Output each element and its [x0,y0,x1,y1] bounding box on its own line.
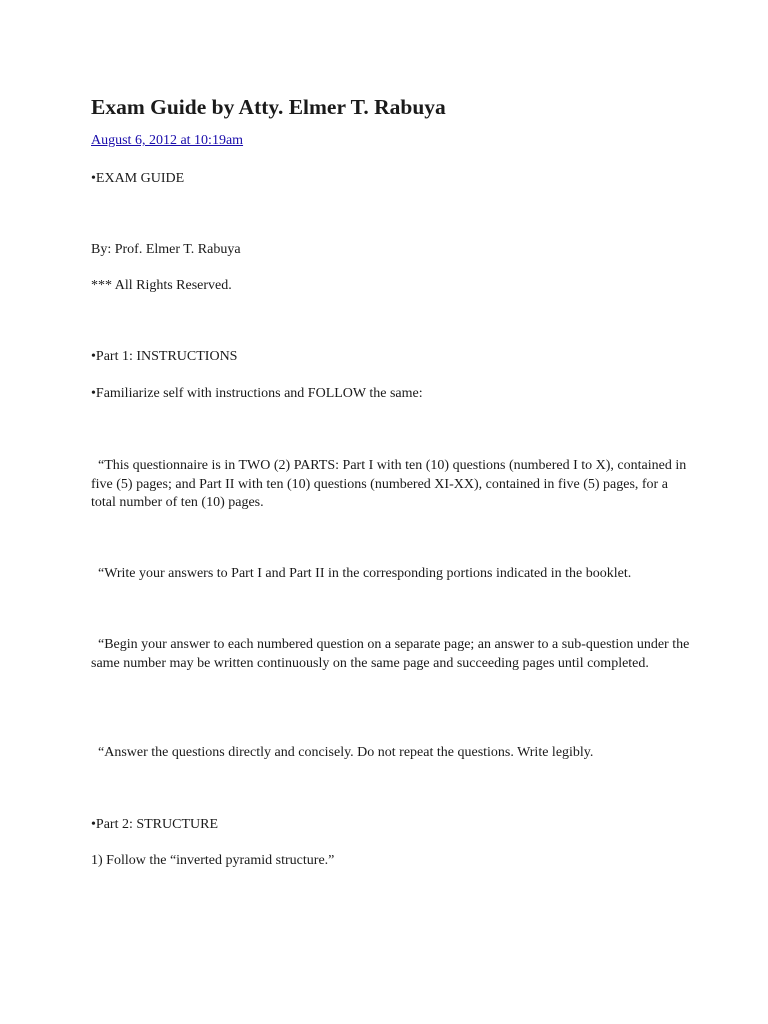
part1-heading: •Part 1: INSTRUCTIONS [91,349,238,364]
instruction-paragraph-2: “Write your answers to Part I and Part II in the corresponding portions indicated in the booklet. [91,566,632,581]
part1-intro: •Familiarize self with instructions and FOLLOW the same: [91,386,423,401]
instruction-paragraph-1: “This questionnaire is in TWO (2) PARTS: Part I with ten (10) questions (numbered I to X), contained in five (5) pages; and Part II with ten (10) questions (numbered XI-XX), contained in five (5) pages, for a total number of ten (10) pages. [91,458,690,510]
rights-notice: *** All Rights Reserved. [91,278,232,293]
post-date-link[interactable]: August 6, 2012 at 10:19am [91,133,244,148]
structure-item-1: 1) Follow the “inverted pyramid structure.” [91,853,335,868]
instruction-paragraph-3: “Begin your answer to each numbered question on a separate page; an answer to a sub-question under the same number may be written continuously on the same page and succeeding pages until completed. [91,637,693,671]
exam-guide-heading: •EXAM GUIDE [91,171,185,186]
instruction-paragraph-4: “Answer the questions directly and concisely. Do not repeat the questions. Write legibly. [91,745,594,760]
byline: By: Prof. Elmer T. Rabuya [91,242,241,257]
part2-heading: •Part 2: STRUCTURE [91,817,219,832]
document-title: Exam Guide by Atty. Elmer T. Rabuya [91,95,446,119]
